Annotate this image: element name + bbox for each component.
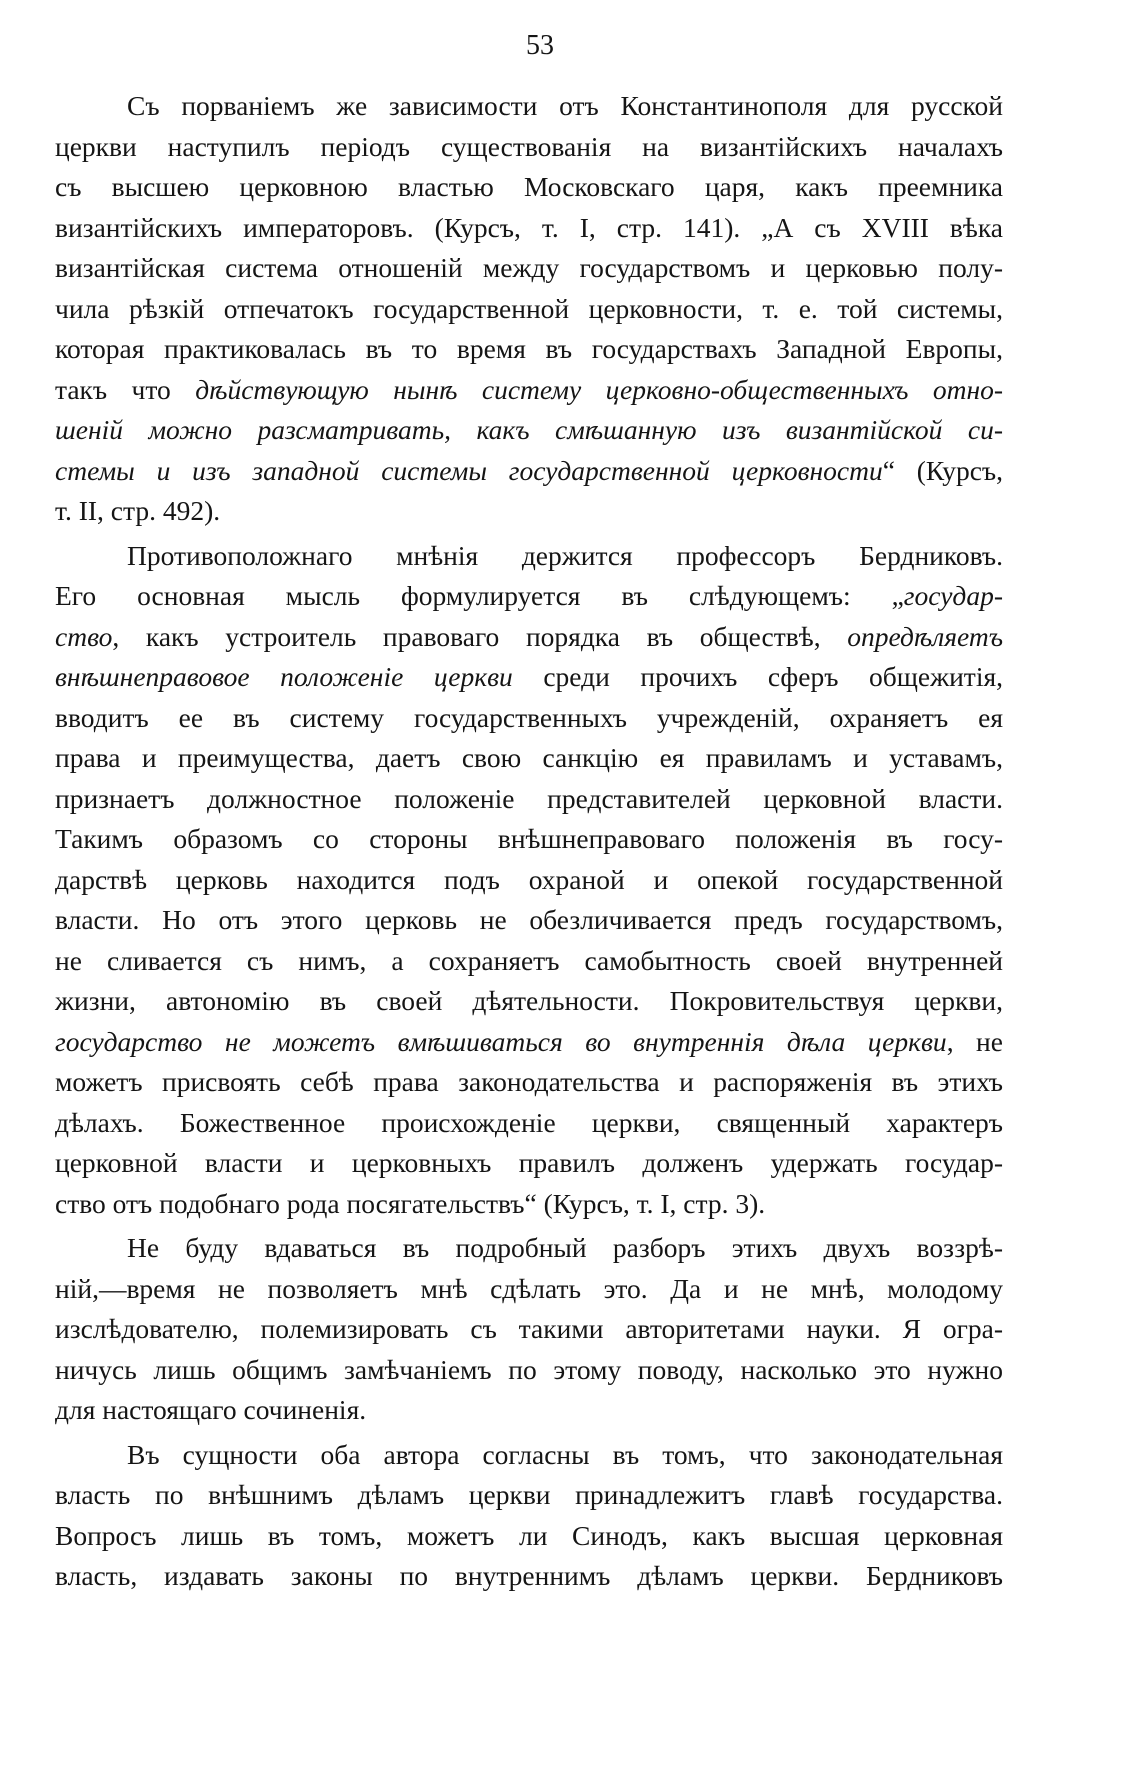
text-line: власть, издавать законы по внутреннимъ дѣламъ церкви. Бердниковъ bbox=[55, 1560, 1003, 1591]
text-line: ній,—время не позволяетъ мнѣ сдѣлать это. Да и не мнѣ, молодому bbox=[55, 1272, 1003, 1304]
text-run: среди прочихъ сферъ общежитія, bbox=[512, 661, 1003, 692]
italic-run: внѣшнеправовое положеніе церкви bbox=[55, 661, 513, 692]
text-line: Не буду вдаваться въ подробный разборъ этихъ двухъ воззрѣ- bbox=[127, 1232, 1003, 1263]
text-line: чила рѣзкій отпечатокъ государственной церковности, т. е. той системы, bbox=[55, 292, 1003, 324]
paragraph-4 bbox=[55, 1435, 1003, 1597]
text-line: вводитъ ее въ систему государственныхъ учрежденій, охраняетъ ея bbox=[55, 701, 1003, 733]
text-line-mixed bbox=[0, 617, 1003, 658]
text-line-mixed bbox=[0, 1022, 1003, 1063]
text-run: , не bbox=[946, 1025, 1003, 1057]
text-line: для настоящаго сочиненія. bbox=[55, 1394, 367, 1425]
text-line-mixed bbox=[0, 410, 1003, 451]
text-run: такъ что bbox=[55, 373, 196, 405]
text-line: церковной власти и церковныхъ правилъ долженъ удержать государ- bbox=[55, 1147, 1003, 1178]
italic-run: шеній можно разсматривать, какъ смѣшанную изъ византійской си- bbox=[55, 414, 1003, 445]
paragraph-2 bbox=[55, 536, 1003, 1225]
italic-run: государ- bbox=[903, 580, 1003, 611]
text-line: съ высшею церковною властью Московскаго царя, какъ преемника bbox=[55, 171, 1003, 202]
text-line: права и преимущества, даетъ свою санкцію ея правиламъ и уставамъ, bbox=[55, 742, 1003, 773]
paragraph-1 bbox=[55, 86, 1003, 532]
text-line: жизни, автономію въ своей дѣятельности. Покровительствуя церкви, bbox=[55, 985, 1003, 1016]
text-line: ство отъ подобнаго рода посягательствъ“ (Курсъ, т. I, стр. 3). bbox=[55, 1187, 766, 1219]
text-line: византійскихъ императоровъ. (Курсъ, т. I, стр. 141). „А съ XVIII вѣка bbox=[55, 211, 1003, 243]
text-line-mixed bbox=[0, 576, 1003, 617]
text-line: византійская система отношеній между государствомъ и церковью полу- bbox=[55, 252, 1003, 283]
italic-run: государство не можетъ вмѣшиваться во внутреннія дѣла церкви bbox=[55, 1025, 947, 1057]
italic-run: ство bbox=[55, 620, 113, 652]
body-text bbox=[55, 86, 1003, 1597]
text-line: дѣлахъ. Божественное происхожденіе церкви, священный характеръ bbox=[55, 1106, 1003, 1138]
text-line: Вопросъ лишь въ томъ, можетъ ли Синодъ, какъ высшая церковная bbox=[55, 1519, 1003, 1551]
text-line: власти. Но отъ этого церковь не обезличивается предъ государствомъ, bbox=[55, 904, 1003, 935]
text-line: Съ порваніемъ же зависимости отъ Константинополя для русской bbox=[127, 90, 1003, 121]
text-line: изслѣдователю, полемизировать съ такими авторитетами науки. Я огра- bbox=[55, 1313, 1003, 1344]
text-line: не сливается съ нимъ, а сохраняетъ самобытность своей внутренней bbox=[55, 944, 1003, 976]
text-line: дарствѣ церковь находится подъ охраной и опекой государственной bbox=[55, 863, 1003, 895]
text-run: , какъ устроитель правоваго порядка въ обществѣ, bbox=[112, 620, 848, 652]
text-line-mixed bbox=[0, 451, 1003, 492]
italic-run: опредѣляетъ bbox=[847, 620, 1003, 652]
text-line: т. II, стр. 492). bbox=[55, 495, 221, 526]
text-run: Его основная мысль формулируется въ слѣдующемъ: „ bbox=[55, 580, 904, 611]
text-line: церкви наступилъ періодъ существованія на византійскихъ началахъ bbox=[55, 130, 1003, 162]
page-number: 53 bbox=[526, 30, 554, 61]
text-run: “ (Курсъ, bbox=[882, 454, 1003, 486]
text-line: Въ сущности оба автора согласны въ томъ, что законодательная bbox=[127, 1438, 1003, 1470]
text-line: можетъ присвоять себѣ права законодательства и распоряженія въ этихъ bbox=[55, 1066, 1003, 1097]
paragraph-3 bbox=[55, 1228, 1003, 1431]
text-line: Противоположнаго мнѣнія держится профессоръ Бердниковъ. bbox=[127, 539, 1003, 571]
italic-run: стемы и изъ западной системы государственной церковности bbox=[55, 454, 883, 486]
italic-run: дѣйствующую нынѣ систему церковно-общественныхъ отно- bbox=[195, 373, 1003, 405]
text-line: ничусь лишь общимъ замѣчаніемъ по этому поводу, насколько это нужно bbox=[55, 1353, 1003, 1385]
text-line: признаетъ должностное положеніе представителей церковной власти. bbox=[55, 782, 1003, 814]
text-line: Такимъ образомъ со стороны внѣшнеправоваго положенія въ госу- bbox=[55, 823, 1003, 854]
text-line-mixed bbox=[0, 657, 1003, 698]
text-line: которая практиковалась въ то время въ государствахъ Западной Европы, bbox=[55, 333, 1003, 364]
text-line: власть по внѣшнимъ дѣламъ церкви принадлежитъ главѣ государства. bbox=[55, 1479, 1003, 1510]
text-line-mixed bbox=[0, 370, 1003, 411]
